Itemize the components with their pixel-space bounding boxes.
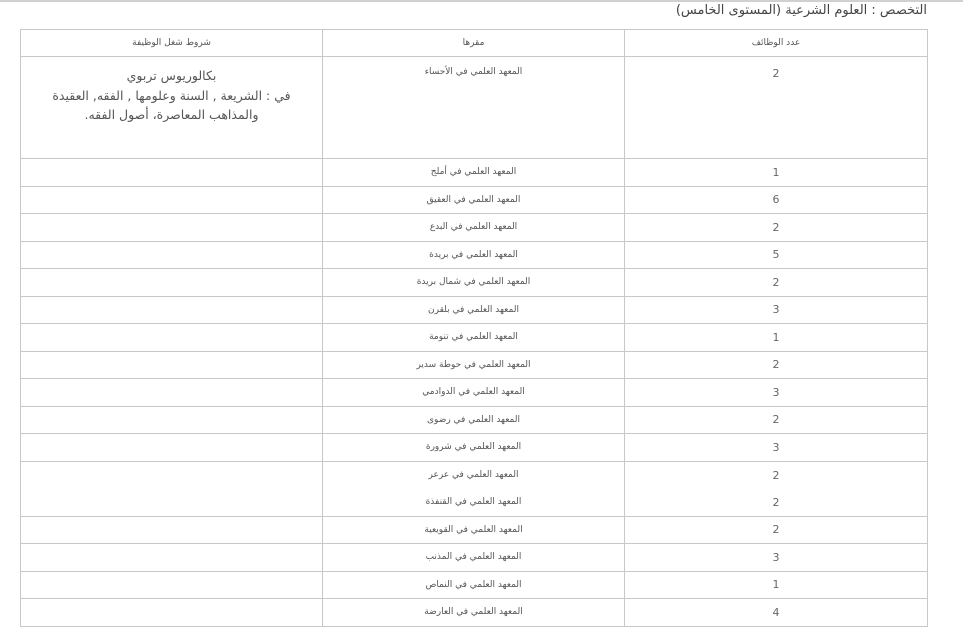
empty-cell: [21, 214, 323, 242]
location-cell: المعهد العلمي في العقيق: [323, 186, 625, 214]
table-row: [21, 186, 928, 214]
table-row: [21, 544, 928, 572]
location-cell: [323, 461, 625, 516]
table-row: [21, 599, 928, 627]
location-cell: المعهد العلمي في المذنب: [323, 544, 625, 572]
table-row: [21, 296, 928, 324]
location-cell: المعهد العلمي في شمال بريدة: [323, 269, 625, 297]
empty-cell: [21, 296, 323, 324]
empty-cell: [21, 269, 323, 297]
header-location: مقرها: [323, 30, 625, 57]
empty-cell: [21, 324, 323, 352]
empty-cell: [21, 186, 323, 214]
count-cell: 2: [625, 269, 928, 297]
table-row: [21, 324, 928, 352]
count-line: 2: [772, 468, 780, 482]
empty-cell: [21, 461, 323, 516]
page-title: التخصص : العلوم الشرعية (المستوى الخامس): [675, 3, 927, 18]
count-cell: 1: [625, 571, 928, 599]
count-cell: [625, 461, 928, 516]
top-divider: [0, 0, 963, 2]
empty-cell: [21, 379, 323, 407]
count-cell: 1: [625, 159, 928, 187]
empty-cell: [21, 351, 323, 379]
table-row: [21, 571, 928, 599]
table-row: [21, 159, 928, 187]
location-cell: المعهد العلمي في أملج: [323, 159, 625, 187]
jobs-table: [20, 29, 928, 627]
table-row: [21, 351, 928, 379]
condition-line: في : الشريعة , السنة وعلومها , الفقه, العقيدة: [52, 87, 291, 103]
location-line: المعهد العلمي في القنفذة: [425, 496, 522, 507]
count-cell: 3: [625, 379, 928, 407]
table-header-row: [21, 30, 928, 57]
table-row: [21, 406, 928, 434]
conditions-cell: [21, 57, 323, 159]
table-row: [21, 516, 928, 544]
location-cell: المعهد العلمي في بلقرن: [323, 296, 625, 324]
location-cell: المعهد العلمي في حوطة سدير: [323, 351, 625, 379]
table-row: [21, 241, 928, 269]
count-cell: 3: [625, 434, 928, 462]
table-row: [21, 269, 928, 297]
table-row: [21, 461, 928, 516]
empty-cell: [21, 406, 323, 434]
count-cell: 4: [625, 599, 928, 627]
location-cell: المعهد العلمي في البدع: [323, 214, 625, 242]
location-line: المعهد العلمي في عرعر: [428, 469, 519, 480]
empty-cell: [21, 241, 323, 269]
location-cell: المعهد العلمي في العارضة: [323, 599, 625, 627]
table-row: [21, 434, 928, 462]
header-count: عدد الوظائف: [625, 30, 928, 57]
count-line: 2: [772, 495, 780, 509]
location-cell: المعهد العلمي في النماص: [323, 571, 625, 599]
count-cell: 3: [625, 544, 928, 572]
empty-cell: [21, 516, 323, 544]
count-cell: 2: [625, 351, 928, 379]
count-cell: 3: [625, 296, 928, 324]
location-cell: المعهد العلمي في بريدة: [323, 241, 625, 269]
empty-cell: [21, 599, 323, 627]
empty-cell: [21, 434, 323, 462]
empty-cell: [21, 544, 323, 572]
location-cell: المعهد العلمي في رضوى: [323, 406, 625, 434]
empty-cell: [21, 571, 323, 599]
count-cell: 6: [625, 186, 928, 214]
location-cell: المعهد العلمي في الدوادمي: [323, 379, 625, 407]
table-row: [21, 214, 928, 242]
count-cell: 2: [625, 57, 928, 159]
location-cell: المعهد العلمي في الأحساء: [323, 57, 625, 159]
empty-cell: [21, 159, 323, 187]
condition-line: والمذاهب المعاصرة، أصول الفقه.: [84, 107, 259, 122]
count-cell: 1: [625, 324, 928, 352]
header-conditions: شروط شغل الوظيفة: [21, 30, 323, 57]
location-cell: المعهد العلمي في شرورة: [323, 434, 625, 462]
table-row: [21, 379, 928, 407]
condition-line: بكالوريوس تربوي: [126, 68, 217, 83]
table-row: [21, 57, 928, 159]
location-cell: المعهد العلمي في تنومة: [323, 324, 625, 352]
count-cell: 2: [625, 516, 928, 544]
location-cell: المعهد العلمي في القويعية: [323, 516, 625, 544]
count-cell: 2: [625, 406, 928, 434]
count-cell: 2: [625, 214, 928, 242]
count-cell: 5: [625, 241, 928, 269]
